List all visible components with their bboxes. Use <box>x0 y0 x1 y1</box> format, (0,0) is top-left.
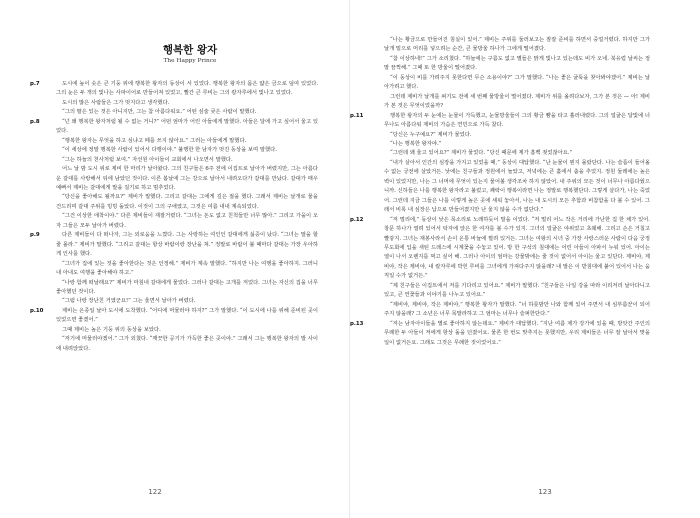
paragraph-text: “저는 남자아이들을 별로 좋아하지 않는데요.” 제비가 대답했다. “지난 여름 제가 강가에 있을 때, 방앗간 주인의 무례한 두 아들이 저에게 항상 돌을 던졌어요. 물론 한 번도 맞추지는 못했지만, 우리 제비들은 너무 잘 날아서 맞을 일이 없거든요. 그래도 그것은 무례한 짓이었어요.” <box>384 320 650 346</box>
paragraph <box>56 108 318 117</box>
paragraph-text: “넌 왜 행복한 왕자처럼 될 수 없는 거니?” 어떤 엄마가 어린 아들에게 말했다. 아들은 달에 가고 싶어서 울고 있었다. <box>56 118 318 135</box>
paragraph <box>384 140 650 149</box>
paragraph <box>384 301 650 320</box>
page-reference-marker: p.8 <box>30 118 40 125</box>
paragraph <box>56 279 318 298</box>
paragraph <box>30 80 318 99</box>
paragraph <box>384 36 650 55</box>
paragraph-text: “그런데 왜 울고 있어요?” 제비가 물었다. “당신 때문에 제가 흠뻑 젖었잖아요.” <box>390 150 573 157</box>
paragraph-text: “당신을 좋아해도 될까요?” 제비가 말했다. 그리고 갈대는 그에게 깊은 절을 했다. 그래서 제비는 날개로 물을 건드리며 갈대 주위를 빙빙 돌았다. 이것이 그의 구애였고, 그것은 여름 내내 계속되었다. <box>56 194 318 210</box>
paragraph <box>56 165 318 193</box>
paragraph-text: 도시의 많은 사람들은 그가 멋지다고 생각했다. <box>62 99 170 106</box>
paragraph <box>350 216 650 282</box>
paragraph-text: “저기에 머물러야겠어.” 그가 외쳤다. “깨끗한 공기가 가득한 좋은 곳이야.” 그래서 그는 행복한 왕자의 발 사이에 내려앉았다. <box>56 336 318 352</box>
paragraph <box>56 193 318 212</box>
paragraph-text: “그럼 나랑 장난친 거였군요!” 그는 울면서 날아가 버렸다. <box>62 298 196 305</box>
paragraph <box>30 231 318 259</box>
page-reference-marker: p.13 <box>350 320 364 327</box>
paragraph-text: “행복한 왕자는 무엇을 하고 싶냐고 떼를 쓰지 않아요.” 그러는 아들에게 말했다. <box>62 137 247 144</box>
paragraph <box>350 320 650 348</box>
paragraph <box>56 260 318 279</box>
paragraph <box>56 137 318 146</box>
paragraph-text: “내가 살아서 인간의 심장을 가지고 있었을 때,” 동상이 대답했다. “난 눈물이 뭔지 몰랐단다. 나는 슬픔이 들어올 수 없는 궁전에 살았거든. 낮에는 친구들과 정원에서 놀았고, 저녁에는 큰 홀에서 춤을 추었지. 정원 둘레에는 높은 벽이 있었지만, 나는 그 너머에 무엇이 있는지 물어볼 생각조차 하지 않았어. 내 주위의 모든 것이 너무나 아름다웠으니까. 신하들은 나를 행복한 왕자라고 불렀고, 쾌락이 행복이라면 나는 정말로 행복했단다. 그렇게 살다가, 나는 죽었어. 그런데 지금 그들은 나를 이렇게 높은 곳에 세워 놓아서, 나는 내 도시의 모든 추함과 비참함을 다 볼 수 있어. 그래서 비록 내 심장은 납으로 만들어졌지만 난 울지 않을 수가 없단다.” <box>384 159 650 214</box>
story-title-korean: 행복한 왕자 <box>162 44 218 56</box>
paragraph <box>384 93 650 112</box>
paragraph-text: 행복한 왕자의 두 눈에는 눈물이 가득했고, 눈물방울들이 그의 황금 뺨을 타고 흘러내렸다. 그의 얼굴은 달빛에 너무나도 아름다워 제비의 가슴은 연민으로 가득 찼다. <box>384 112 650 129</box>
paragraph <box>384 74 650 93</box>
paragraph-text: “제비야, 제비야, 작은 제비야,” 행복한 왕자가 말했다. “너 하룻밤만 나와 함께 있어 주면서 내 심부름꾼이 되어주지 않을래? 그 소년은 너무 목말라하고 그 엄마는 너무나 슬퍼한단다.” <box>384 301 650 318</box>
paragraph <box>56 297 318 306</box>
paragraph-text: “이 동상이 비를 가려주지 못한다면 무슨 소용이야?” 그가 말했다. “나는 좋은 굴뚝을 찾아봐야겠어.” 제비는 날아가려고 했다. <box>384 74 650 91</box>
paragraph-text: “그의 팔은 있는 것은 아니지만, 그는 참 아름다워요.” 어떤 심술 궂은 사람이 말했다. <box>62 109 257 116</box>
paragraph <box>56 335 318 354</box>
page-reference-marker: p.12 <box>350 216 364 223</box>
right-page-number: 123 <box>538 488 552 496</box>
paragraph <box>384 131 650 140</box>
paragraph-text: 그런데 제비가 날개를 펴기도 전에 세 번째 물방울이 떨어졌다. 제비가 위를 올려다보자, 그가 본 것은 — 아! 제비가 본 것은 무엇이었을까? <box>384 93 650 110</box>
paragraph <box>56 156 318 165</box>
paragraph-text: 도시에 높이 솟은 큰 기둥 위에 행복한 왕자의 동상이 서 있었다. 행복한 왕자의 몸은 얇은 금으로 덮여 있었다. 그의 눈은 두 개의 빛나는 사파이어로 만들어져 있었고, 빨간 큰 루비는 그의 칼자루에서 빛나고 있었다. <box>56 81 318 97</box>
left-page-text <box>30 80 318 354</box>
page-reference-marker: p.11 <box>350 112 364 119</box>
page-reference-marker: p.10 <box>30 307 44 314</box>
paragraph <box>350 112 650 131</box>
paragraph-text: “저 멀리에,” 동상이 낮은 목소리로 노래하듯이 말을 이었다. “저 멀리 어느 작은 거리에 가난한 집 한 채가 있어. 창문 하나가 열려 있어서 탁자에 앉은 한 여자를 볼 수가 있지. 그녀의 얼굴은 야위었고 초췌해. 그리고 손은 거칠고 빨갛지. 그녀는 재봉사라서 손이 온통 바늘에 찔려 있거든. 그녀는 여왕의 시녀 중 가장 사랑스러운 사람이 다음 궁정 무도회에 입을 새틴 드레스에 시계꽃을 수놓고 있어. 방 한 구석의 침대에는 어린 아들이 아파서 누워 있어. 아이는 열이 나서 오렌지를 먹고 싶어 해. 그러나 아이의 엄마는 강물밖에는 줄 것이 없어서 아이는 울고 있단다. 제비야, 제비야, 작은 제비야, 내 칼자루에 박힌 루비를 그녀에게 가져다주지 않을래? 내 발은 이 받침대에 붙어 있어서 나는 움직일 수가 없거든.” <box>384 216 650 280</box>
paragraph-text: “제 친구들은 이집트에서 저를 기다리고 있어요.” 제비가 말했다. “친구들은 나일 강을 따라 이리저리 날아다니고 있고, 큰 연꽃들과 이야기를 나누고 있어요.” <box>384 282 650 299</box>
paragraph-text: 어느 날 밤 도시 위로 제비 한 마리가 날아왔다. 그의 친구들은 6주 전에 이집트로 날아가 버렸지만, 그는 아름다운 갈대를 사랑해서 뒤에 남았던 것이다. 이른 봄날에 그는 강으로 날아서 내려오다가 갈대를 만났다. 갈대가 매우 예뻐서 제비는 갈대에게 말을 걸기로 하고 멈추었다. <box>56 166 318 191</box>
paragraph <box>56 99 318 108</box>
paragraph <box>56 146 318 155</box>
paragraph-text: “당신은 누구예요?” 제비가 물었다. <box>390 131 472 138</box>
paragraph <box>56 326 318 335</box>
paragraph-text: 그때 제비는 높은 기둥 위의 동상을 보았다. <box>62 326 161 333</box>
story-title-english: The Happy Prince <box>163 58 217 64</box>
paragraph-text: “그는 하늘의 천사처럼 보여.” 자선원 아이들이 교회에서 나오면서 말했다. <box>62 156 233 163</box>
paragraph-text: “그녀가 집에 있는 것을 좋아한다는 것은 인정해.” 제비가 계속 말했다. “하지만 나는 여행을 좋아하지. 그러니 내 아내도 여행을 좋아해야 하고.” <box>56 260 318 277</box>
left-page-number: 122 <box>148 488 162 496</box>
paragraph-text: 다른 제비들이 다 떠나자, 그는 외로움을 느꼈다. 그는 사랑하는 여인인 갈대에게 싫증이 났다. “그녀는 말을 할 줄 몰라.” 제비가 말했다. “그리고 갈대는 항상 바람이랑 장난을 쳐.” 정말로 바람이 불 때마다 갈대는 가장 우아하게 인사를 했다. <box>56 232 318 258</box>
paragraph-text: “나는 황금으로 만들어진 침실이 있어.” 제비는 주위를 둘러보고는 잠잘 준비를 하면서 중얼거렸다. 하지만 그가 날개 밑으로 머리를 넣으려는 순간, 큰 물방울 하나가 그에게 떨어졌다. <box>384 37 650 53</box>
paragraph <box>384 282 650 301</box>
paragraph <box>384 55 650 74</box>
right-page-text <box>350 36 650 348</box>
paragraph-text: “나랑 함께 떠날래요?” 제비가 마침내 갈대에게 물었다. 그러나 갈대는 고개를 저었다. 그녀는 자신의 집을 너무 좋아했던 것이다. <box>56 279 318 295</box>
page-reference-marker: p.9 <box>30 232 40 239</box>
paragraph <box>384 149 650 158</box>
paragraph <box>56 212 318 231</box>
paragraph <box>30 307 318 326</box>
right-page <box>350 0 700 518</box>
page-reference-marker: p.7 <box>30 81 40 87</box>
paragraph-text: 제비는 온종일 날아 도시에 도착했다. “어디에 머물러야 하지?” 그가 말했다. “이 도시에 나를 위해 준비된 곳이 있었으면 좋겠어.” <box>56 307 318 324</box>
paragraph <box>30 118 318 137</box>
paragraph-text: “나는 행복한 왕자야.” <box>390 140 442 147</box>
paragraph-text: “그건 이상한 애착이야.” 다른 제비들이 재잘거렸다. “그녀는 돈도 없고 친척들만 너무 많아.” 그리고 가을이 오자 그들은 모두 날아가 버렸다. <box>56 213 318 229</box>
paragraph-text: “이 세상에 정말 행복한 사람이 있어서 다행이야.” 불행한 한 남자가 멋진 동상을 보며 말했다. <box>62 147 277 154</box>
paragraph-text: “참 이상하네!” 그가 소리쳤다. “하늘에는 구름도 없고 별들은 맑게 빛나고 있는데도 비가 오네. 북유럽 날씨는 정말 끔찍해.” 그때 또 한 방울이 떨어졌다. <box>384 55 650 72</box>
paragraph <box>384 159 650 216</box>
